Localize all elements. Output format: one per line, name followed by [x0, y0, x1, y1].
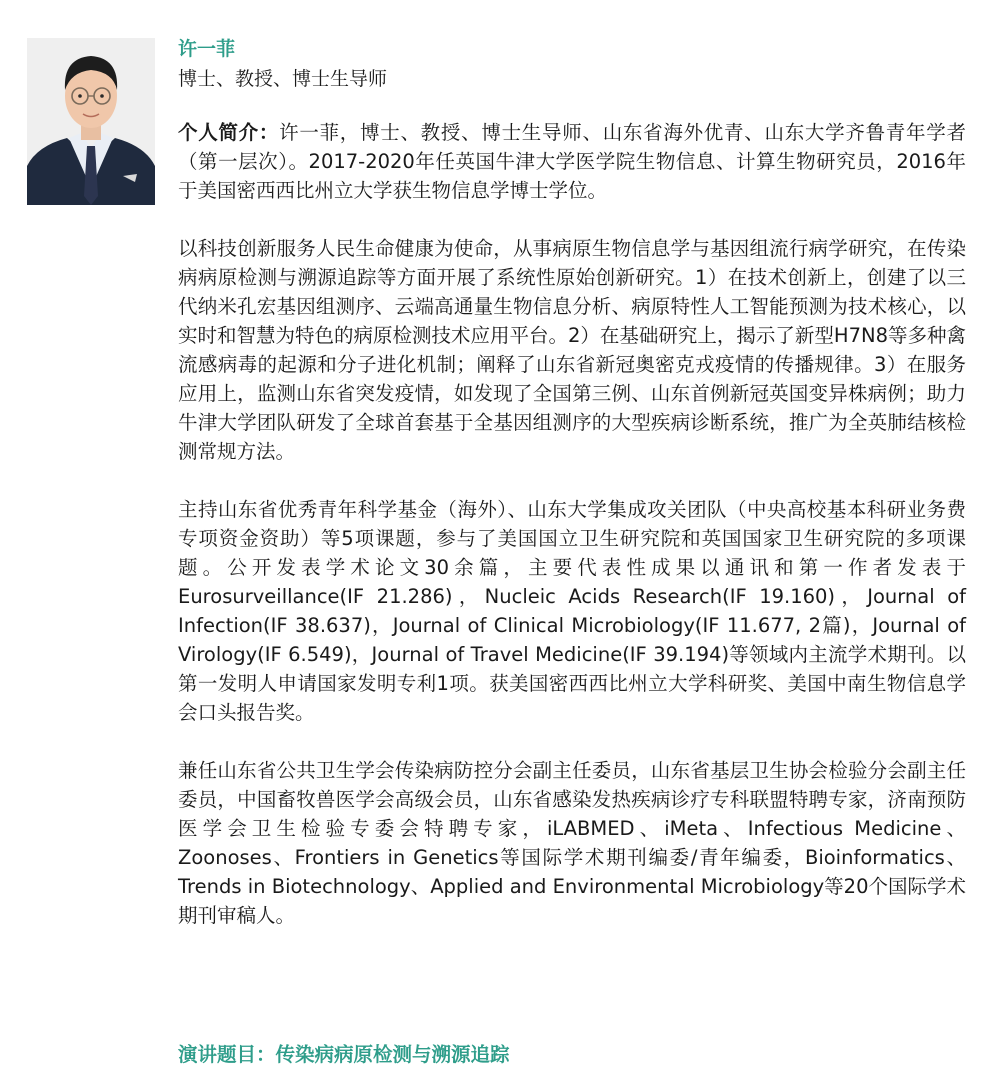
person-name: 许一菲 [178, 38, 236, 60]
person-title: 博士、教授、博士生导师 [178, 68, 388, 90]
profile-photo [27, 38, 155, 205]
research-paragraph: 以科技创新服务人民生命健康为使命，从事病原生物信息学与基因组流行病学研究，在传染病病原检测与溯源追踪等方面开展了系统性原始创新研究。1）在技术创新上，创建了以三代纳米孔宏基因组测序、云端高通量生物信息分析、病原特性人工智能预测为技术核心，以实时和智慧为特色的病原检测技术应用平台。2）在基础研究上，揭示了新型H7N8等多种禽流感病毒的起源和分子进化机制；阐释了山东省新冠奥密克戎疫情的传播规律。3）在服务应用上，监测山东省突发疫情，如发现了全国第三例、山东首例新冠英国变异株病例；助力牛津大学团队研发了全球首套基于全基因组测序的大型疾病诊断系统，推广为全英肺结核检测常规方法。 [178, 237, 966, 463]
bio-intro-paragraph [178, 118, 966, 205]
projects-paragraph: 主持山东省优秀青年科学基金（海外）、山东大学集成攻关团队（中央高校基本科研业务费专项资金资助）等5项课题，参与了美国国立卫生研究院和英国国家卫生研究院的多项课题。公开发表学术论文30余篇，主要代表性成果以通讯和第一作者发表于Eurosurveillance(IF 21.286)，Nucleic Acids Research(IF 19.160)，Journal of Infection(IF 38.637)，Journal of Clinical Microbiology(IF 11.677, 2篇)，Journal of Virology(IF 6.549)，Journal of Travel Medicine(IF 39.194)等领域内主流学术期刊。以第一发明人申请国家发明专利1项。获美国密西西比州立大学科研奖、美国中南生物信息学会口头报告奖。 [178, 498, 966, 724]
talk-label: 演讲题目： [178, 1043, 276, 1066]
intro-label: 个人简介： [178, 121, 280, 144]
bio-content [178, 118, 966, 959]
talk-title [178, 1041, 510, 1069]
talk-topic: 传染病病原检测与溯源追踪 [275, 1043, 510, 1066]
service-paragraph: 兼任山东省公共卫生学会传染病防控分会副主任委员，山东省基层卫生协会检验分会副主任委员，中国畜牧兽医学会高级会员，山东省感染发热疾病诊疗专科联盟特聘专家，济南预防医学会卫生检验专委会特聘专家，iLABMED、iMeta、Infectious Medicine、Zoonoses、Frontiers in Genetics等国际学术期刊编委/青年编委，Bioinformatics、Trends in Biotechnology、Applied and Environmental Microbiology等20个国际学术期刊审稿人。 [178, 759, 966, 927]
intro-text: 许一菲，博士、教授、博士生导师、山东省海外优青、山东大学齐鲁青年学者（第一层次）。2017-2020年任英国牛津大学医学院生物信息、计算生物研究员，2016年于美国密西西比州立大学获生物信息学博士学位。 [178, 121, 966, 202]
